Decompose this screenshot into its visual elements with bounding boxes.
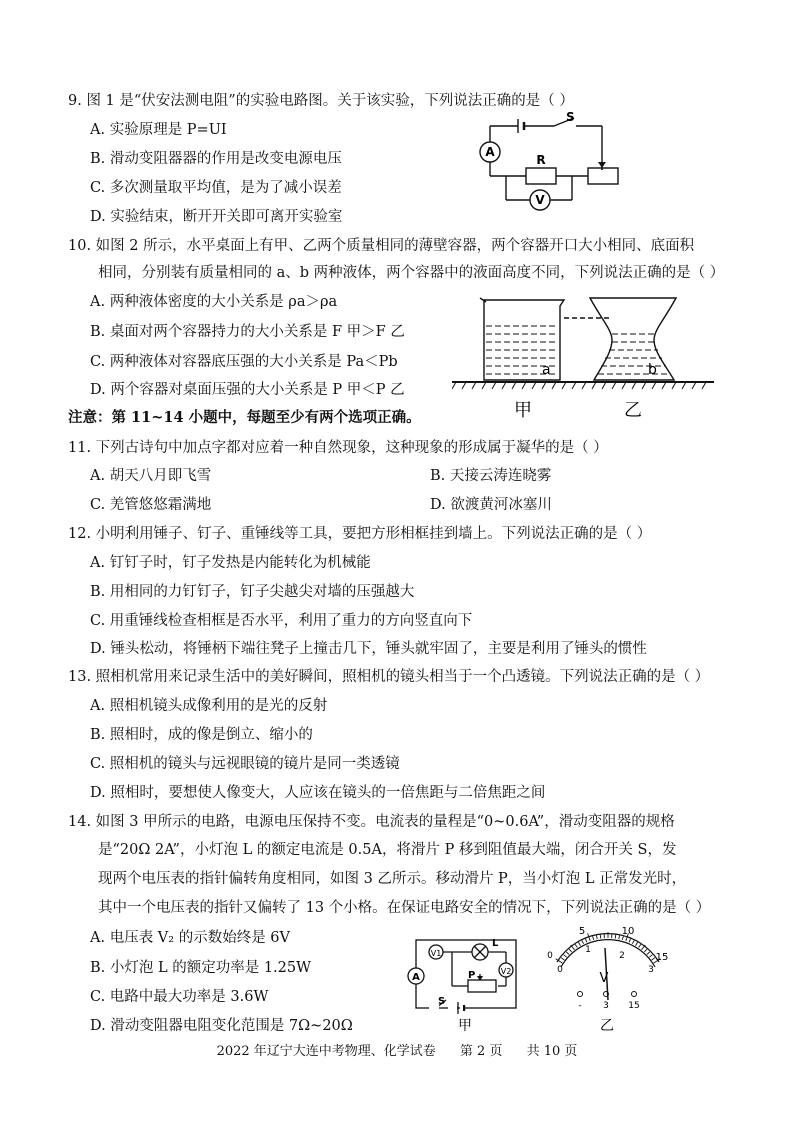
q10-caption-right: 乙 [624,400,642,421]
meter-tick [632,940,634,944]
page-footer [0,1040,794,1059]
q14-stem-line3: 现两个电压表的指针偏转角度相同，如图 3 乙所示。移动滑片 P，当小灯泡 L 正常发光时， [98,871,687,887]
q10-liquid-b-label: b [648,362,657,378]
q14-meter-caption: 乙 [600,1018,614,1034]
meter-tick [582,940,584,944]
footer-page-number: 第 2 页 [459,1044,503,1059]
q9-resistor-label: R [536,153,546,167]
q9-option-d: D. 实验结束，断开开关即可离开实验室 [90,209,343,225]
q10-option-c: C. 两种液体对容器底压强的大小关系是 Pa＜Pb [90,354,398,370]
meter-tick [647,952,650,955]
meter-tick [636,942,638,946]
q10-option-a: A. 两种液体密度的大小关系是 ρa＞ρa [90,294,338,310]
q9-stem: 9. 图 1 是“伏安法测电阻”的实验电路图。关于该实验，下列说法正确的是（ ） [68,93,574,109]
q10-stem-line2: 相同，分别装有质量相同的 a、b 两种液体，两个容器中的液面高度不同，下列说法正确的是（ ） [98,265,725,281]
meter-tick [566,952,569,955]
q9-circuit-figure [470,108,620,214]
q14-switch-label: S [438,996,446,1007]
q14-v2-label: V2 [500,967,512,976]
q12-option-a: A. 钉钉子时，钉子发热是内能转化为机械能 [90,555,371,571]
meter-unit: V [599,971,609,986]
q14-option-a: A. 电压表 V₂ 的示数始终是 6V [90,930,290,946]
q13-option-c: C. 照相机的镜头与远视眼镜的镜片是同一类透镜 [90,756,400,772]
q10-caption-left: 甲 [514,400,532,421]
q14-v1-label: V1 [430,949,442,958]
meter-lower-0: 0 [557,965,563,975]
q9-voltmeter-label: V [535,193,545,207]
meter-tick [564,955,567,958]
meter-upper-0: 0 [547,951,553,961]
meter-tick [596,935,597,939]
meter-tick [649,955,652,958]
q11-stem: 11. 下列古诗句中加点字都对应着一种自然现象，这种现象的形成属于凝华的是（ ） [68,440,608,456]
meter-tick [569,949,572,952]
note-multiple-choice: 注意：第 11~14 小题中，每题至少有两个选项正确。 [68,409,421,426]
meter-lower-2: 2 [619,951,625,961]
q14-option-d: D. 滑动变阻器电阻变化范围是 7Ω~20Ω [90,1018,353,1034]
q14-ammeter-label: A [412,972,420,983]
q14-circuit-figure [402,934,527,1034]
meter-tick [561,958,564,960]
q13-option-b: B. 照相时，成的像是倒立、缩小的 [90,727,313,743]
q10-stem-line1: 10. 如图 2 所示，水平桌面上有甲、乙两个质量相同的薄壁容器，两个容器开口大小相同、底面积 [68,238,695,254]
q13-option-d: D. 照相时，要想使人像变大，人应该在镜头的一倍焦距与二倍焦距之间 [90,785,546,801]
meter-tick [600,935,601,939]
q9-switch-label: S [566,110,575,124]
meter-upper-15: 15 [655,952,669,963]
meter-terminal-3: 3 [603,1001,609,1011]
meter-tick [615,935,616,939]
meter-tick [619,935,620,939]
q9-option-c: C. 多次测量取平均值，是为了减小误差 [90,180,342,196]
q12-option-d: D. 锤头松动，将锤柄下端往凳子上撞击几下，锤头就牢固了，主要是利用了锤头的惯性 [90,641,647,657]
q14-stem-line2: 是“20Ω 2A”，小灯泡 L 的额定电流是 0.5A，将滑片 P 移到阻值最大端，闭合开关 S，发 [98,842,677,858]
meter-terminal-15: 15 [628,1001,640,1011]
meter-tick [652,958,655,960]
q14-stem-line1: 14. 如图 3 甲所示的电路，电源电压保持不变。电流表的量程是“0~0.6A”，滑动变阻器的规格 [68,814,675,830]
q12-stem: 12. 小明利用锤子、钉子、重锤线等工具，要把方形相框挂到墙上。下列说法正确的是（ ） [68,526,652,542]
q12-option-c: C. 用重锤线检查相框是否水平，利用了重力的方向竖直向下 [90,613,473,629]
meter-tick [585,939,587,943]
meter-terminal-minus: - [578,1001,582,1011]
q9-option-a: A. 实验原理是 P=UI [90,122,227,138]
q10-option-b: B. 桌面对两个容器持力的大小关系是 F 甲＞F 乙 [90,324,405,340]
meter-tick [629,939,631,943]
q9-option-b: B. 滑动变阻器器的作用是改变电源电压 [90,151,342,167]
q12-option-b: B. 用相同的力钉钉子，钉子尖越尖对墙的压强越大 [90,584,415,600]
meter-upper-5: 5 [578,926,586,937]
q11-option-d: D. 欲渡黄河冰塞川 [430,497,552,513]
meter-lower-3: 3 [648,965,654,975]
footer-title: 2022 年辽宁大连中考物理、化学试卷 [216,1044,436,1059]
q11-option-c: C. 羌管悠悠霜满地 [90,497,212,513]
meter-tick [575,944,577,947]
meter-tick [644,949,647,952]
meter-lower-1: 1 [585,945,591,955]
meter-tick [639,944,641,947]
q11-option-b: B. 天接云涛连晓雾 [430,468,552,484]
q14-option-c: C. 电路中最大功率是 3.6W [90,989,269,1005]
meter-tick [578,942,580,946]
q14-circuit-caption: 甲 [458,1018,472,1034]
q14-lamp-label: L [492,938,499,949]
q11-option-a: A. 胡天八月即飞雪 [90,468,212,484]
q9-ammeter-label: A [485,145,495,159]
q13-option-a: A. 照相机镜头成像利用的是光的反射 [90,698,328,714]
meter-tick [593,936,594,940]
meter-upper-10: 10 [621,926,635,937]
q10-option-d: D. 两个容器对桌面压强的大小关系是 P 甲＜P 乙 [90,382,405,398]
q14-stem-line4: 其中一个电压表的指针又偏转了 13 个小格。在保证电路安全的情况下，下列说法正确的是（ ） [98,900,711,916]
q14-slider-label: P [468,970,476,981]
q14-option-b: B. 小灯泡 L 的额定功率是 1.25W [90,960,312,976]
q13-stem: 13. 照相机常用来记录生活中的美好瞬间，照相机的镜头相当于一个凸透镜。下列说法正确的是（ ） [68,669,710,685]
q14-voltmeter-figure [538,922,678,1034]
footer-total-pages: 共 10 页 [526,1044,578,1059]
q10-containers-figure [452,290,722,430]
q10-liquid-a-label: a [542,362,551,378]
